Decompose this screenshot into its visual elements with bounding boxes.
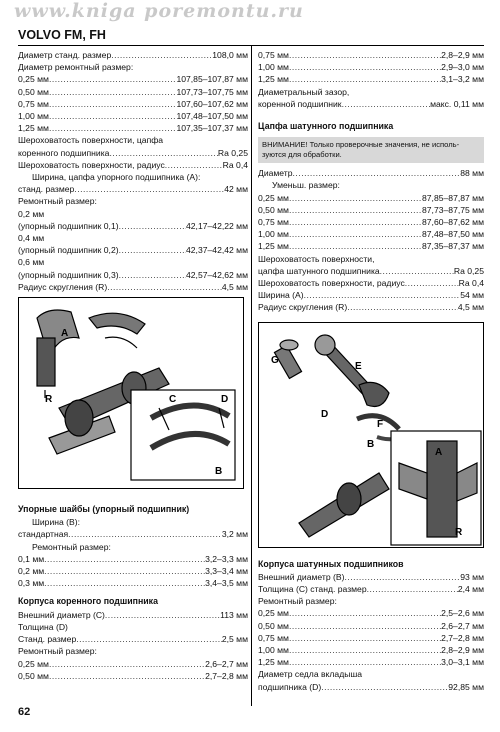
leader-dots: [44, 577, 205, 589]
conrod-bearing-shells-spec-list: [258, 571, 484, 693]
label-e: E: [355, 360, 362, 372]
spec-label: Толщина (С) станд. размер: [258, 584, 367, 595]
label-c: C: [169, 394, 177, 406]
spec-label: коренного подшипника: [18, 147, 110, 158]
leader-dots: [111, 49, 212, 61]
label-g: G: [271, 354, 279, 366]
leader-dots: [44, 565, 205, 577]
spec-label: (упорный подшипник 0,1): [18, 220, 119, 231]
leader-dots: [347, 301, 458, 313]
leader-dots: [344, 571, 460, 583]
leader-dots: [321, 681, 448, 693]
leader-dots: [367, 583, 458, 595]
spec-value: 42,57–42,62 мм: [186, 269, 248, 280]
spec-row: [258, 73, 484, 85]
spec-label: 0,1 мм: [18, 553, 45, 564]
spec-value: 107,85–107,87 мм: [176, 74, 248, 85]
leader-dots: [289, 607, 441, 619]
spec-label: 1,00 мм: [258, 229, 289, 240]
spec-value: 113 мм: [220, 609, 248, 620]
spec-text-line: Ремонтный размер:: [32, 541, 111, 552]
leader-dots: [109, 147, 217, 159]
spec-value: 92,85 мм: [448, 681, 484, 692]
spec-value: 3,2–3,3 мм: [205, 553, 248, 564]
spec-row: [258, 571, 484, 583]
main-journal-spec-list: [18, 49, 248, 293]
spec-value: 107,60–107,62 мм: [176, 98, 248, 109]
spec-row: [258, 61, 484, 73]
spec-value: 2,7–2,8 мм: [441, 632, 484, 643]
spec-value: 2,6–2,7 мм: [205, 658, 248, 669]
conrod-journal-heading: Цапфа шатунного подшипника: [258, 121, 394, 132]
leader-dots: [119, 220, 186, 232]
label-f: F: [377, 418, 384, 430]
spec-row: [18, 147, 248, 159]
spec-label: (упорный подшипник 0,2): [18, 245, 119, 256]
label-b: B: [367, 438, 375, 450]
spec-value: 87,48–87,50 мм: [422, 229, 484, 240]
spec-label: 1,25 мм: [258, 241, 289, 252]
spec-value: 2,6–2,7 мм: [441, 620, 484, 631]
main-shell-continued-list: [258, 49, 484, 110]
leader-dots: [293, 167, 461, 179]
spec-row: [258, 607, 484, 619]
spec-value: Ra 0,25: [453, 265, 484, 276]
spec-label: 0,50 мм: [18, 670, 49, 681]
attention-note: ВНИМАНИЕ! Только проверочные значения, не исполь- зуются для обработки.: [258, 137, 484, 163]
spec-label: (упорный подшипник 0,3): [18, 269, 119, 280]
spec-value: 3,3–3,4 мм: [205, 566, 248, 577]
spec-row: [258, 98, 484, 110]
spec-row: [18, 98, 248, 110]
main-bearing-shells-heading: Корпуса коренного подшипника: [18, 596, 158, 607]
spec-text-line: Ширина (В):: [32, 517, 81, 528]
spec-text-line: Диаметральный зазор,: [258, 86, 350, 97]
spec-label: Радиус скругления (R): [258, 302, 348, 313]
spec-label: 0,25 мм: [258, 192, 289, 203]
spec-label: 0,50 мм: [18, 86, 49, 97]
spec-text-line: Ремонтный размер:: [18, 646, 97, 657]
leader-dots: [49, 73, 177, 85]
spec-row: [18, 577, 248, 589]
thrust-washers-spec-list: [18, 516, 248, 589]
spec-label: 1,25 мм: [18, 123, 49, 134]
spec-label: Шероховатость поверхности, радиус: [258, 278, 405, 289]
spec-label: 0,75 мм: [258, 50, 289, 60]
spec-row: [258, 277, 484, 289]
spec-text-line: Шероховатость поверхности, цапфа: [18, 135, 164, 146]
leader-dots: [165, 159, 223, 171]
spec-row: [258, 192, 484, 204]
leader-dots: [49, 86, 177, 98]
spec-row: [258, 216, 484, 228]
leader-dots: [289, 240, 422, 252]
spec-value: 42,37–42,42 мм: [186, 245, 248, 256]
spec-label: 0,50 мм: [258, 204, 289, 215]
spec-value: 107,73–107,75 мм: [176, 86, 248, 97]
page-header: VOLVO FM, FH: [18, 28, 106, 42]
spec-row: [18, 49, 248, 61]
leader-dots: [105, 609, 220, 621]
spec-label: 0,25 мм: [18, 658, 49, 669]
spec-row: [258, 240, 484, 252]
page-number: 62: [18, 706, 31, 718]
spec-row: [18, 244, 248, 256]
spec-value: 2,7–2,8 мм: [205, 670, 248, 681]
spec-label: 0,75 мм: [258, 217, 289, 228]
leader-dots: [107, 281, 222, 293]
leader-dots: [289, 216, 422, 228]
leader-dots: [74, 183, 224, 195]
spec-label: Радиус скругления (R): [18, 281, 108, 292]
spec-label: Внешний диаметр (С): [18, 609, 105, 620]
label-r: R: [455, 526, 463, 538]
leader-dots: [49, 98, 177, 110]
leader-dots: [380, 265, 454, 277]
spec-value: 87,73–87,75 мм: [422, 204, 484, 215]
spec-row: [18, 73, 248, 85]
spec-label: стандартная: [18, 529, 69, 540]
spec-row: [18, 633, 248, 645]
leader-dots: [289, 632, 441, 644]
leader-dots: [405, 277, 459, 289]
conrod-illustration: [259, 323, 483, 547]
spec-value: 2,4 мм: [457, 584, 484, 595]
spec-label: 1,00 мм: [258, 645, 289, 656]
spec-label: 0,25 мм: [258, 608, 289, 619]
spec-text-line: Шероховатость поверхности,: [258, 253, 375, 264]
main-bearing-shells-spec-list: [18, 609, 248, 682]
spec-row: [258, 49, 484, 61]
spec-row: [18, 658, 248, 670]
spec-text-line: Диаметр ремонтный размер:: [18, 62, 134, 73]
spec-row: [258, 644, 484, 656]
leader-dots: [289, 620, 441, 632]
leader-dots: [289, 656, 441, 668]
leader-dots: [44, 553, 205, 565]
spec-text-line: Ремонтный размер:: [18, 196, 97, 207]
spec-row: [18, 86, 248, 98]
spec-value: 108,0 мм: [212, 50, 248, 60]
label-d: D: [221, 394, 229, 406]
spec-value: 3,0–3,1 мм: [441, 657, 484, 668]
spec-row: [258, 301, 484, 313]
leader-dots: [119, 269, 186, 281]
spec-row: [258, 204, 484, 216]
spec-row: [18, 110, 248, 122]
spec-value: Ra 0,25: [217, 147, 248, 158]
spec-value: Ra 0,4: [458, 278, 484, 289]
spec-value: 3,2 мм: [221, 529, 248, 540]
spec-text-line: Толщина (D): [18, 621, 68, 632]
leader-dots: [289, 228, 422, 240]
spec-row: [258, 167, 484, 179]
spec-label: 0,2 мм: [18, 566, 45, 577]
spec-row: [18, 159, 248, 171]
spec-value: 42 мм: [224, 184, 248, 195]
spec-value: 88 мм: [460, 168, 484, 179]
spec-label: 1,25 мм: [258, 74, 289, 85]
spec-row: [258, 681, 484, 693]
spec-value: 107,48–107,50 мм: [176, 111, 248, 122]
spec-row: [258, 228, 484, 240]
label-r: R: [45, 394, 53, 406]
spec-label: 0,25 мм: [18, 74, 49, 85]
leader-dots: [119, 244, 186, 256]
spec-row: [18, 553, 248, 565]
leader-dots: [304, 289, 461, 301]
spec-value: 2,9–3,0 мм: [441, 62, 484, 73]
spec-label: 0,75 мм: [258, 632, 289, 643]
spec-label: 0,75 мм: [18, 98, 49, 109]
spec-label: подшипника (D): [258, 681, 322, 692]
column-divider: [251, 46, 252, 706]
spec-text-line: Уменьш. размер:: [272, 180, 340, 191]
leader-dots: [289, 204, 422, 216]
spec-value: 42,17–42,22 мм: [186, 220, 248, 231]
crankshaft-main-journal-figure: [18, 297, 244, 489]
label-a: A: [435, 446, 443, 458]
spec-row: [18, 281, 248, 293]
spec-value: 4,5 мм: [221, 281, 248, 292]
spec-label: 0,50 мм: [258, 620, 289, 631]
spec-value: Ra 0,4: [222, 159, 248, 170]
spec-value: 4,5 мм: [457, 302, 484, 313]
leader-dots: [68, 528, 222, 540]
thrust-washers-heading: Упорные шайбы (упорный подшипник): [18, 504, 190, 515]
leader-dots: [289, 49, 441, 61]
spec-label: станд. размер: [18, 184, 75, 195]
spec-text-line: Ширина, цапфа упорного подшипника (А):: [32, 172, 201, 183]
spec-value: 2,5–2,6 мм: [441, 608, 484, 619]
spec-value: 2,5 мм: [221, 634, 248, 645]
leader-dots: [49, 122, 177, 134]
spec-value: 2,8–2,9 мм: [441, 50, 484, 60]
spec-label: Диаметр станд. размер: [18, 50, 112, 60]
leader-dots: [342, 98, 431, 110]
spec-label: Станд. размер: [18, 634, 77, 645]
spec-label: Внешний диаметр (В): [258, 571, 345, 582]
leader-dots: [49, 670, 205, 682]
spec-value: 3,4–3,5 мм: [205, 578, 248, 589]
spec-row: [258, 289, 484, 301]
spec-text-line: Диаметр седла вкладыша: [258, 669, 363, 680]
spec-value: 93 мм: [460, 571, 484, 582]
leader-dots: [49, 658, 205, 670]
label-a: A: [61, 328, 69, 340]
left-column: [18, 49, 248, 682]
leader-dots: [289, 73, 441, 85]
spec-label: Шероховатость поверхности, радиус: [18, 159, 165, 170]
spec-row: [258, 656, 484, 668]
leader-dots: [76, 633, 222, 645]
spec-value: 54 мм: [460, 290, 484, 301]
spec-row: [18, 565, 248, 577]
spec-text-line: 0,4 мм: [18, 233, 45, 244]
crankshaft-illustration: [19, 298, 243, 488]
spec-value: 107,35–107,37 мм: [176, 123, 248, 134]
conrod-journal-spec-list: [258, 167, 484, 313]
spec-label: коренной подшипник: [258, 98, 342, 109]
watermark: www.kniga poremontu.ru: [14, 0, 304, 22]
spec-value: 3,1–3,2 мм: [441, 74, 484, 85]
spec-row: [258, 620, 484, 632]
spec-label: 1,00 мм: [258, 62, 289, 73]
spec-value: макс. 0,11 мм: [430, 98, 484, 109]
spec-row: [18, 670, 248, 682]
spec-label: Диаметр: [258, 168, 293, 179]
spec-row: [18, 528, 248, 540]
conrod-bearing-shells-heading: Корпуса шатунных подшипников: [258, 558, 404, 569]
label-d: D: [321, 408, 329, 420]
spec-value: 87,60–87,62 мм: [422, 217, 484, 228]
spec-row: [18, 220, 248, 232]
spec-text-line: 0,2 мм: [18, 208, 45, 219]
spec-label: 0,3 мм: [18, 578, 45, 589]
leader-dots: [289, 61, 441, 73]
spec-row: [258, 632, 484, 644]
spec-value: 87,85–87,87 мм: [422, 192, 484, 203]
spec-label: 1,00 мм: [18, 111, 49, 122]
spec-label: 1,25 мм: [258, 657, 289, 668]
spec-row: [18, 609, 248, 621]
spec-row: [258, 265, 484, 277]
leader-dots: [49, 110, 177, 122]
leader-dots: [289, 192, 422, 204]
right-column: [258, 49, 484, 693]
spec-value: 87,35–87,37 мм: [422, 241, 484, 252]
leader-dots: [289, 644, 441, 656]
spec-value: 2,8–2,9 мм: [441, 645, 484, 656]
conrod-bearing-figure: [258, 322, 484, 548]
spec-row: [18, 269, 248, 281]
spec-row: [18, 183, 248, 195]
spec-label: Ширина (А): [258, 290, 304, 301]
spec-text-line: Ремонтный размер:: [258, 596, 337, 607]
spec-row: [258, 583, 484, 595]
spec-label: цапфа шатунного подшипника: [258, 265, 380, 276]
spec-row: [18, 122, 248, 134]
spec-text-line: 0,6 мм: [18, 257, 45, 268]
label-b: B: [215, 466, 223, 478]
